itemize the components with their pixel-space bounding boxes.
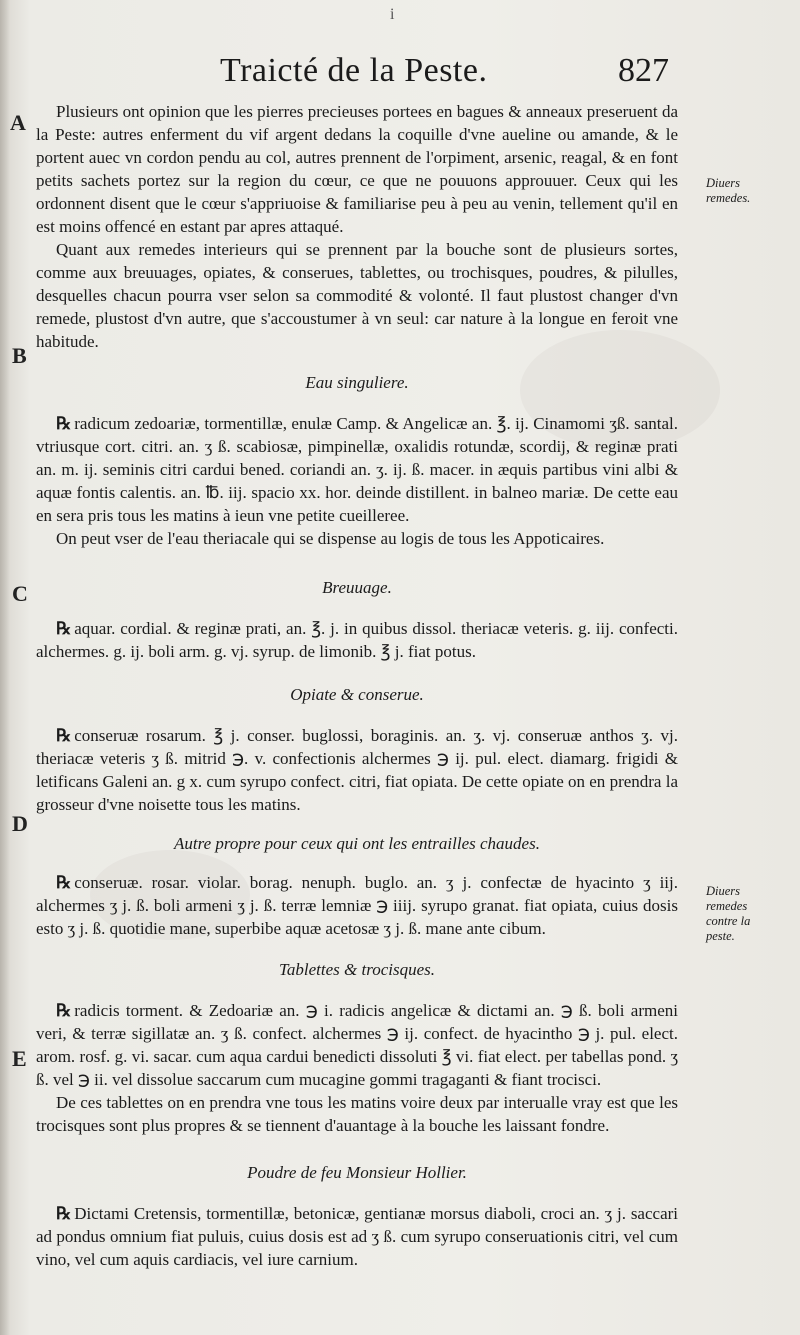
heading-eau-singuliere: Eau singuliere. [305, 373, 409, 392]
margin-letter-e: E [12, 1046, 27, 1071]
recipe-tablettes [36, 999, 678, 1091]
margin-note-remedes: Diuers remedes. [706, 176, 751, 205]
recipe-autre [36, 871, 678, 940]
recipe-breuuage [36, 617, 678, 663]
recipe-opiate-text: conseruæ rosarum. ℥ j. conser. buglossi, boraginis. an. ʒ. vj. conseruæ anthos ʒ. vj. theriacæ veteris ʒ ß. mitrid ℈. v. confectionis alchermes ℈ ij. pul. elect. diamarg. frigidi & letificans Galeni an. g x. cum syrupo confect. citri, fiat opiata. De cette opiate on en prendra la grosseur d'vne noisette tous les matins. [36, 726, 678, 814]
heading-breuuage: Breuuage. [322, 578, 392, 597]
recipe-autre-text: conseruæ. rosar. violar. borag. nenuph. buglo. an. ʒ j. confectæ de hyacinto ʒ iij. alchermes ʒ j. ß. boli armeni ʒ j. ß. terræ lemniæ ℈ iiij. syrupo granat. fiat opiata, cuius dosis esto ʒ j. ß. quotidie mane, superbibe aquæ acetosæ ʒ j. ß. mane ante cibum. [36, 873, 678, 938]
paragraph-intro-1: Plusieurs ont opinion que les pierres precieuses portees en bagues & anneaux preseruent da la Peste: autres enferment du vif argent dedans la coquille d'vne aueline ou amande, & le portent auec vn cordon pendu au col, autres prennent de l'orpiment, arsenic, reagal, & en font petits sachets portez sur la region du cœur, ce que ne pouuons approuuer. Ceux qui les ordonnent disent que le cœur s'appriuoise & familiarise peu à peu au venin, tellement qu'il en est moins offencé en estant par apres attaqué. [36, 102, 678, 236]
recipe-eau-text: radicum zedoariæ, tormentillæ, enulæ Camp. & Angelicæ an. ℥. ij. Cinamomi ʒß. santal. vtriusque cort. citri. an. ʒ ß. scabiosæ, pimpinellæ, oxalidis rotundæ, scordij, & reginæ prati an. m. ij. seminis citri cardui bened. coriandi an. ʒ. ij. ß. macer. in æquis partibus vini albi & aquæ fontis calentis. an. ℔. iij. spacio xx. hor. deinde distillent. in balneo mariæ. De cette eau en sera pris tous les matins à ieun vne petite cueilleree. [36, 414, 678, 525]
rx-symbol: ℞ [56, 1001, 72, 1020]
heading-opiate: Opiate & conserue. [290, 685, 424, 704]
recipe-poudre [36, 1202, 678, 1271]
heading-tablettes: Tablettes & trocisques. [279, 960, 435, 979]
recipe-opiate [36, 724, 678, 816]
paragraph-intro-2: Quant aux remedes interieurs qui se prennent par la bouche sont de plusieurs sortes, comme aux breuuages, opiates, & conserues, tablettes, ou trochisques, poudres, & pilulles, desquelles chacun pourra vser selon sa commodité & volonté. Il faut plustost changer d'vn remede, plustost d'vn autre, que s'accoustumer à vn seul: car nature à la longue en feroit vne habitude. [36, 240, 678, 351]
rx-symbol: ℞ [56, 619, 72, 638]
page-header [200, 6, 700, 98]
margin-letter-a: A [10, 110, 26, 135]
paragraph-eau-note: On peut vser de l'eau theriacale qui se dispense au logis de tous les Appoticaires. [56, 529, 605, 548]
recipe-breuuage-text: aquar. cordial. & reginæ prati, an. ℥. j. in quibus dissol. theriacæ veteris. g. iij. confecti. alchermes. g. ij. boli arm. g. vj. syrup. de limonib. ℥ j. fiat potus. [36, 619, 678, 661]
top-mark: i [390, 6, 395, 23]
margin-note-remedes-peste: Diuers remedes contre la peste. [706, 884, 751, 943]
page-body [36, 100, 678, 1271]
rx-symbol: ℞ [56, 414, 72, 433]
heading-autre-propre: Autre propre pour ceux qui ont les entrailles chaudes. [174, 834, 540, 853]
margin-letter-c: C [12, 581, 28, 606]
rx-symbol: ℞ [56, 726, 72, 745]
page-number: 827 [618, 52, 669, 89]
margin-letter-b: B [12, 343, 27, 368]
recipe-poudre-text: Dictami Cretensis, tormentillæ, betonicæ, gentianæ morsus diaboli, croci an. ʒ j. saccari ad pondus omnium fiat puluis, cuius dosis est ad ʒ ß. cum syrupo conseruationis citri, vel cum vino, vel cum aquis cardiacis, vel iure carnium. [36, 1204, 678, 1269]
paragraph-tablettes-note: De ces tablettes on en prendra vne tous les matins voire deux par interualle vray est que les trocisques sont plus propres & se tiennent d'auantage à la bouche les laissant fondre. [36, 1093, 678, 1135]
heading-poudre-hollier: Poudre de feu Monsieur Hollier. [247, 1163, 467, 1182]
page-spine-shadow [0, 0, 10, 1335]
rx-symbol: ℞ [56, 873, 72, 892]
recipe-tablettes-text: radicis torment. & Zedoariæ an. ℈ i. radicis angelicæ & dictami an. ℈ ß. boli armeni veri, & terræ sigillatæ an. ʒ ß. confect. alchermes ℈ ij. confect. de hyacintho ℈ j. pul. elect. arom. rosf. g. vi. sacar. cum aqua cardui benedicti dissoluti ℥ vi. fiat elect. per tabellas pond. ʒ ß. vel ℈ ii. vel dissolue saccarum cum mucagine gommi tragaganti & fiant trocisci. [36, 1001, 678, 1089]
recipe-eau [36, 412, 678, 527]
rx-symbol: ℞ [56, 1204, 72, 1223]
running-title: Traicté de la Peste. [220, 52, 488, 89]
margin-letter-d: D [12, 811, 28, 836]
